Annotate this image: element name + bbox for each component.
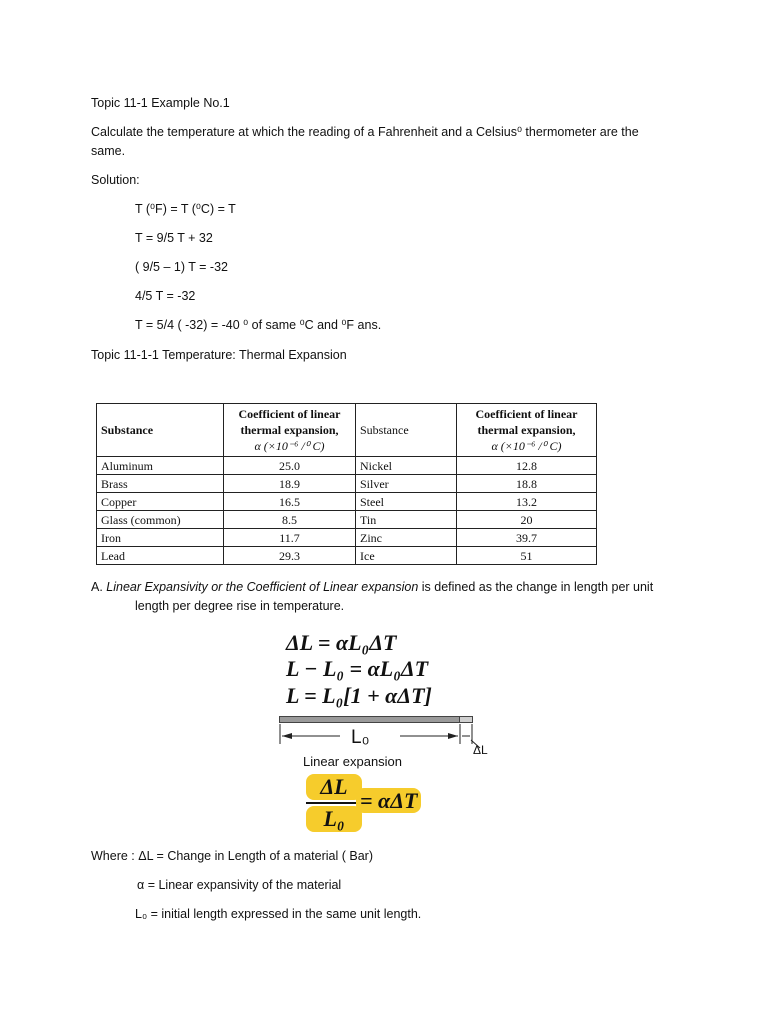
definition-term: Linear Expansivity or the Coefficient of Linear expansion bbox=[106, 580, 419, 594]
where-line-2: α = Linear expansivity of the material bbox=[137, 878, 342, 892]
substance-cell: Tin bbox=[356, 511, 457, 529]
coef-cell: 20 bbox=[457, 511, 597, 529]
substance-cell: Nickel bbox=[356, 457, 457, 475]
table-row bbox=[97, 457, 597, 475]
coef-cell: 25.0 bbox=[224, 457, 356, 475]
definition-prefix: A. bbox=[91, 580, 107, 594]
formula-2: L − L₀ = αL₀ΔT bbox=[286, 656, 429, 681]
diagram-caption: Linear expansion bbox=[303, 754, 403, 769]
substance-cell: Ice bbox=[356, 547, 457, 565]
substance-cell: Brass bbox=[97, 475, 224, 493]
table-row bbox=[97, 475, 597, 493]
solution-step-5: T = 5/4 ( -32) = -40 ⁰ of same ⁰C and ⁰F ans. bbox=[135, 318, 382, 332]
substance-cell: Iron bbox=[97, 529, 224, 547]
coef-cell: 39.7 bbox=[457, 529, 597, 547]
coef-cell: 29.3 bbox=[224, 547, 356, 565]
coef-cell: 12.8 bbox=[457, 457, 597, 475]
substance-cell: Glass (common) bbox=[97, 511, 224, 529]
topic2-title: Topic 11-1-1 Temperature: Thermal Expansion bbox=[91, 348, 347, 362]
fraction-formula bbox=[306, 774, 362, 832]
table-row bbox=[97, 547, 597, 565]
question-line-2: same. bbox=[91, 144, 126, 158]
header-substance-2: Substance bbox=[356, 404, 457, 457]
fraction-numerator: ΔL bbox=[306, 774, 362, 800]
fraction-bar bbox=[306, 802, 362, 804]
definition-line-1 bbox=[91, 578, 653, 596]
where-line-3: L₀ = initial length expressed in the same unit length. bbox=[135, 907, 422, 921]
bar-delta-label: ΔL bbox=[473, 743, 488, 757]
table-row bbox=[97, 511, 597, 529]
coef-cell: 18.9 bbox=[224, 475, 356, 493]
fraction-rhs bbox=[356, 788, 421, 814]
header-substance-1: Substance bbox=[97, 404, 224, 457]
table-header-row bbox=[97, 404, 597, 457]
header-coef-1-line2: thermal expansion, bbox=[240, 423, 339, 437]
table-row bbox=[97, 529, 597, 547]
substance-cell: Aluminum bbox=[97, 457, 224, 475]
fraction-rhs-text: = αΔT bbox=[356, 788, 421, 813]
header-coef-2-unit: α (×10⁻⁶ /⁰ C) bbox=[491, 439, 562, 453]
coef-cell: 13.2 bbox=[457, 493, 597, 511]
substance-cell: Silver bbox=[356, 475, 457, 493]
header-coef-2 bbox=[457, 404, 597, 457]
coef-cell: 11.7 bbox=[224, 529, 356, 547]
header-coef-1 bbox=[224, 404, 356, 457]
formula-3: L = L₀[1 + αΔT] bbox=[286, 683, 432, 708]
substance-cell: Copper bbox=[97, 493, 224, 511]
coef-cell: 8.5 bbox=[224, 511, 356, 529]
formula-1: ΔL = αL₀ΔT bbox=[286, 630, 397, 655]
solution-label: Solution: bbox=[91, 173, 140, 187]
solution-step-1: T (⁰F) = T (⁰C) = T bbox=[135, 202, 236, 216]
coef-cell: 18.8 bbox=[457, 475, 597, 493]
header-coef-2-line2: thermal expansion, bbox=[477, 423, 576, 437]
solution-step-3: ( 9/5 – 1) T = -32 bbox=[135, 260, 228, 274]
expansion-table bbox=[96, 403, 597, 565]
substance-cell: Steel bbox=[356, 493, 457, 511]
header-coef-2-line1: Coefficient of linear bbox=[475, 407, 578, 421]
definition-rest: is defined as the change in length per unit bbox=[418, 580, 654, 594]
solution-step-2: T = 9/5 T + 32 bbox=[135, 231, 213, 245]
coef-cell: 16.5 bbox=[224, 493, 356, 511]
substance-cell: Lead bbox=[97, 547, 224, 565]
solution-step-4: 4/5 T = -32 bbox=[135, 289, 196, 303]
example-title: Topic 11-1 Example No.1 bbox=[91, 96, 230, 110]
substance-cell: Zinc bbox=[356, 529, 457, 547]
table-row bbox=[97, 493, 597, 511]
header-coef-1-line1: Coefficient of linear bbox=[238, 407, 341, 421]
header-coef-1-unit: α (×10⁻⁶ /⁰ C) bbox=[254, 439, 325, 453]
coef-cell: 51 bbox=[457, 547, 597, 565]
definition-line-2: length per degree rise in temperature. bbox=[135, 599, 345, 613]
bar-length-label: L₀ bbox=[351, 727, 370, 748]
where-line-1: Where : ΔL = Change in Length of a material ( Bar) bbox=[91, 849, 373, 863]
fraction-denominator: L₀ bbox=[306, 806, 362, 832]
question-line-1: Calculate the temperature at which the reading of a Fahrenheit and a Celsius⁰ thermometer are the bbox=[91, 125, 639, 139]
